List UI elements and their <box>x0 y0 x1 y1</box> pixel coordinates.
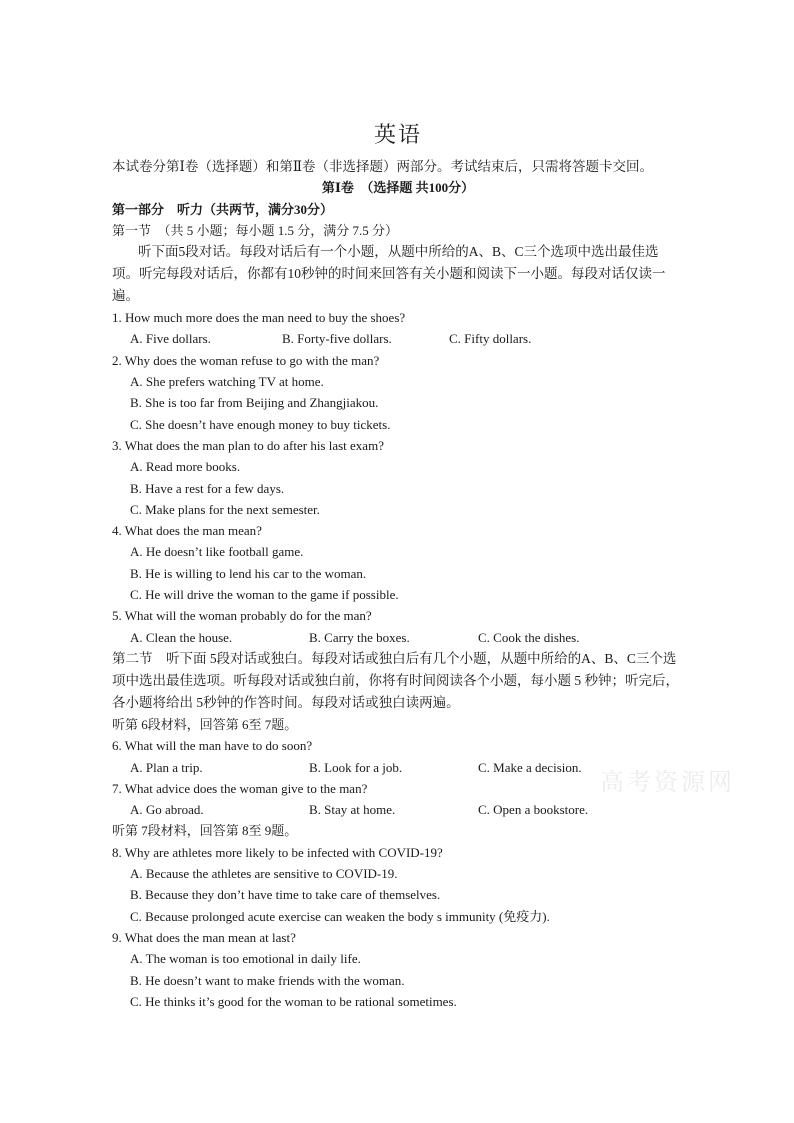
question-9: 9. What does the man mean at last? <box>112 929 296 945</box>
option-c: C. Fifty dollars. <box>449 331 532 347</box>
option-a: A. Read more books. <box>130 459 241 475</box>
option-b: B. Look for a job. <box>309 759 403 775</box>
option-c: C. He will drive the woman to the game if possible. <box>130 587 399 603</box>
question-2: 2. Why does the woman refuse to go with the man? <box>112 352 380 368</box>
option-a: A. Plan a trip. <box>130 759 203 775</box>
option-c: C. Cook the dishes. <box>478 629 580 645</box>
option-a: A. The woman is too emotional in daily life. <box>130 951 361 967</box>
option-c: C. Because prolonged acute exercise can weaken the body s immunity (免疫力). <box>130 908 550 924</box>
option-c: C. She doesn’t have enough money to buy tickets. <box>130 416 391 432</box>
option-a: A. She prefers watching TV at home. <box>130 374 324 390</box>
question-8: 8. Why are athletes more likely to be infected with COVID-19? <box>112 844 443 860</box>
option-b: B. Carry the boxes. <box>309 629 410 645</box>
option-c: C. He thinks it’s good for the woman to be rational sometimes. <box>130 993 457 1009</box>
question-6-options <box>112 757 684 778</box>
question-7-options <box>112 799 684 820</box>
option-b: B. Stay at home. <box>309 802 396 818</box>
watermark: 高考资源网 <box>600 768 735 796</box>
material-6-heading: 听第 6段材料，回答第 6至 7题。 <box>112 716 298 732</box>
question-7: 7. What advice does the woman give to the man? <box>112 780 368 796</box>
option-b: B. Forty-five dollars. <box>282 331 392 347</box>
option-c: C. Open a bookstore. <box>478 802 589 818</box>
material-7-heading: 听第 7段材料，回答第 8至 9题。 <box>112 823 298 839</box>
option-b: B. Because they don’t have time to take care of themselves. <box>130 887 441 903</box>
option-b: B. He doesn’t want to make friends with the woman. <box>130 972 405 988</box>
section1-instructions: 听下面5段对话。每段对话后有一个小题，从题中所给的A、B、C三个选项中选出最佳选项。听完每段对话后，你都有10秒钟的时间来回答有关小题和阅读下一小题。每段对话仅读一遍。 <box>112 244 666 304</box>
question-4: 4. What does the man mean? <box>112 523 262 539</box>
option-a: A. He doesn’t like football game. <box>130 544 304 560</box>
option-b: B. Have a rest for a few days. <box>130 480 285 496</box>
option-c: C. Make plans for the next semester. <box>130 501 320 517</box>
question-5: 5. What will the woman probably do for the man? <box>112 608 372 624</box>
option-a: A. Because the athletes are sensitive to COVID-19. <box>130 866 398 882</box>
volume-heading: 第Ⅰ卷 （选择题 共100分） <box>321 180 475 196</box>
option-b: B. He is willing to lend his car to the woman. <box>130 565 367 581</box>
exam-intro: 本试卷分第Ⅰ卷（选择题）和第Ⅱ卷（非选择题）两部分。考试结束后，只需将答题卡交回。 <box>112 159 654 174</box>
option-b: B. She is too far from Beijing and Zhangjiakou. <box>130 395 379 411</box>
question-6: 6. What will the man have to do soon? <box>112 738 313 754</box>
option-a: A. Clean the house. <box>130 629 233 645</box>
section1-heading: 第一节 （共 5 小题；每小题 1.5 分，满分 7.5 分） <box>112 222 399 238</box>
question-1-options <box>112 328 684 349</box>
option-c: C. Make a decision. <box>478 759 582 775</box>
section2-instructions: 第二节 听下面 5段对话或独白。每段对话或独白后有几个小题，从题中所给的A、B、C三个选项中选出最佳选项。听每段对话或独白前，你将有时间阅读各个小题，每小题 5 秒钟；听完后，各小题将给出 5秒钟的作答时间。每段对话或独白读两遍。 <box>112 650 679 710</box>
page-title: 英语 <box>373 122 422 147</box>
part1-heading: 第一部分 听力（共两节，满分30分） <box>112 201 334 217</box>
question-5-options <box>112 627 684 648</box>
question-1: 1. How much more does the man need to buy the shoes? <box>112 310 406 326</box>
exam-page <box>112 120 684 1012</box>
option-a: A. Five dollars. <box>130 331 211 347</box>
option-a: A. Go abroad. <box>130 802 204 818</box>
question-3: 3. What does the man plan to do after his last exam? <box>112 437 384 453</box>
